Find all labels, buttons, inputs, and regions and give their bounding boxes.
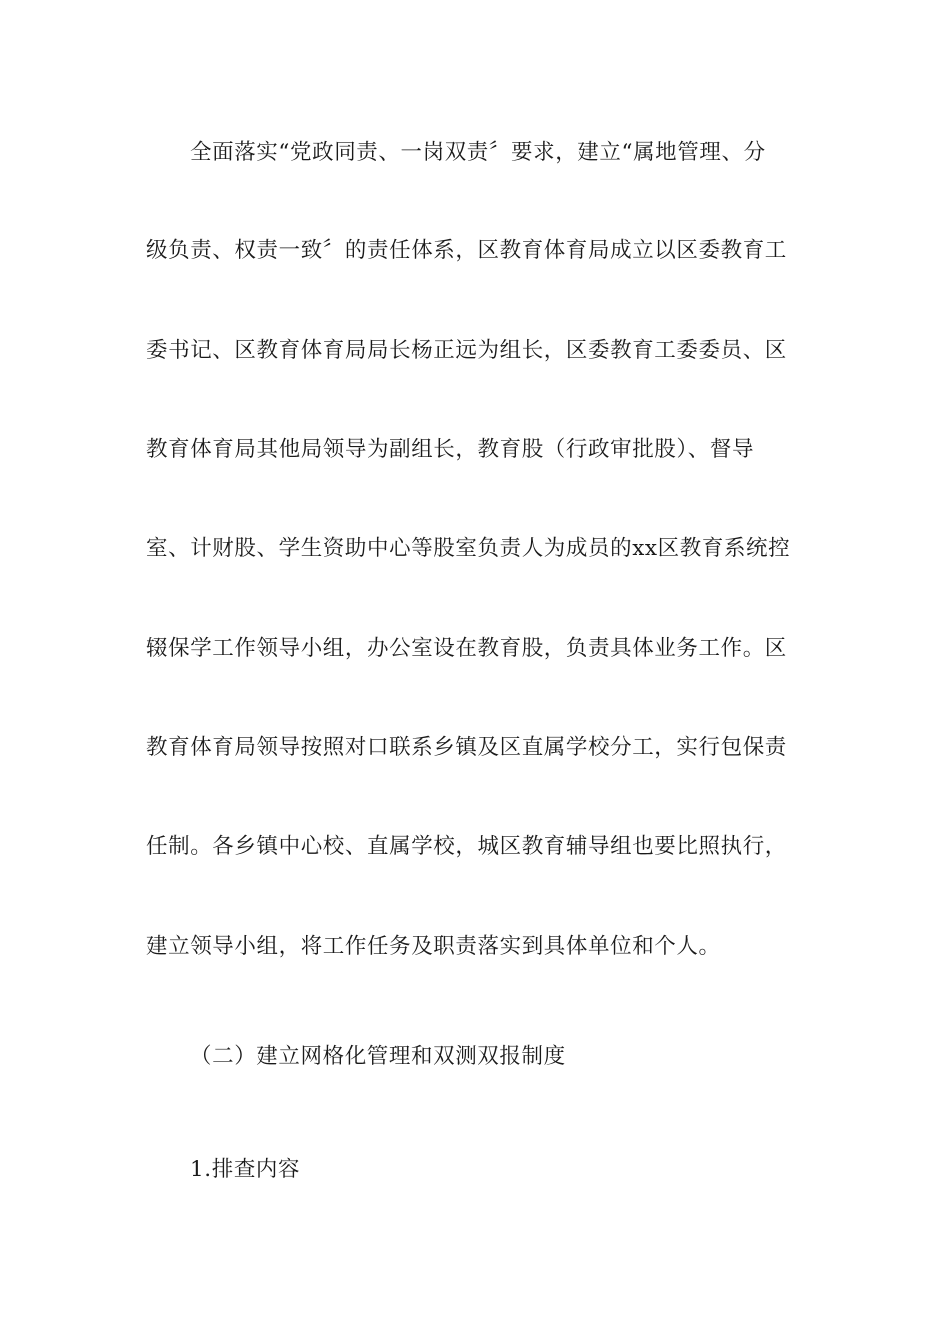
paragraph-line-8: 任制。各乡镇中心校、直属学校，城区教育辅导组也要比照执行， (146, 834, 787, 859)
paragraph-line-9: 建立领导小组，将工作任务及职责落实到具体单位和个人。 (146, 934, 721, 959)
paragraph-line-1: 全面落实“党政同责、一岗双责〞要求，建立“属地管理、分 (190, 140, 766, 165)
paragraph-line-4: 教育体育局其他局领导为副组长，教育股（行政审批股）、督导 (146, 437, 755, 462)
subsection-heading: 1.排查内容 (190, 1157, 301, 1182)
paragraph-line-7: 教育体育局领导按照对口联系乡镇及区直属学校分工，实行包保责 (146, 735, 787, 760)
paragraph-line-3: 委书记、区教育体育局局长杨正远为组长，区委教育工委委员、区 (146, 338, 787, 363)
paragraph-line-6: 辍保学工作领导小组，办公室设在教育股，负责具体业务工作。区 (146, 636, 787, 661)
paragraph-line-2: 级负责、权责一致〞的责任体系，区教育体育局成立以区委教育工 (146, 238, 787, 263)
section-heading: （二）建立网格化管理和双测双报制度 (190, 1044, 566, 1069)
paragraph-line-5: 室、计财股、学生资助中心等股室负责人为成员的xx区教育系统控 (146, 536, 791, 561)
